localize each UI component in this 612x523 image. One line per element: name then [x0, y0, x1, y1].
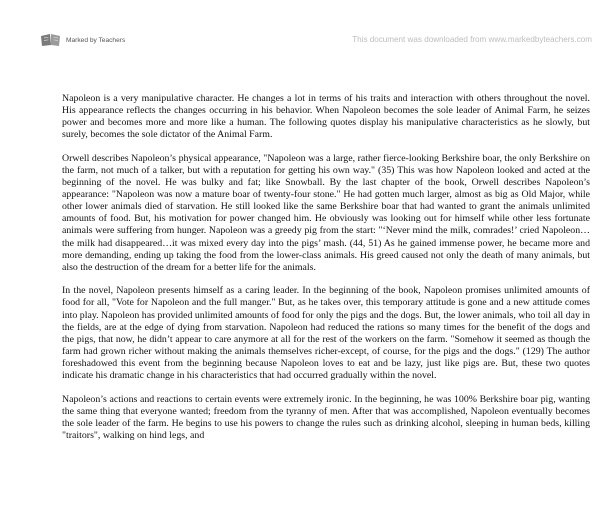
paragraph-intro: Napoleon is a very manipulative character. He changes a lot in terms of his traits and interaction with others throughout the novel. His appearance reflects the changes occurring in his behavior. When Napoleon becomes the sole leader of Animal Farm, he seizes power and becomes more and more like a human. The following quotes display his manipulative characteristics as he slowly, but surely, becomes the sole dictator of the Animal Farm. — [62, 93, 590, 141]
paragraph-appearance: Orwell describes Napoleon’s physical appearance, "Napoleon was a large, rather fierce-looking Berkshire boar, the only Berkshire on the farm, not much of a talker, but with a reputation for getting his own way." (35) This was how Napoleon looked and acted at the beginning of the novel. He was bulky and fat; like Snowball. By the last chapter of the book, Orwell describes Napoleon’s appearance: "Napoleon was now a mature boar of twenty-four stone." He had gotten much larger, almost as big as Old Major, while other lower animals died of starvation. He still looked like the same Berkshire boar that had wanted to grant the animals unlimited amounts of food. But, his motivation for power changed him. He obviously was looking out for himself while other less fortunate animals were suffering from hunger. Napoleon was a greedy pig from the start: "‘Never mind the milk, comrades!’ cried Napoleon…the milk had disappeared…it was mixed every day into the pigs’ mash. (44, 51) As he gained immense power, he became more and more demanding, ending up taking the food from the lower-class animals. His greed caused not only the death of many animals, but also the destruction of the dream for a better life for the animals. — [62, 152, 590, 273]
document-body — [62, 93, 590, 453]
page-header — [0, 0, 612, 62]
paragraph-caring-leader: In the novel, Napoleon presents himself as a caring leader. In the beginning of the book, Napoleon promises unlimited amounts of food for all, "Vote for Napoleon and the full manger." But, as he takes over, this temporary attitude is gone and a new attitude comes into play. Napoleon has provided unlimited amounts of food for only the pigs and the dogs. But, the lower animals, who toil all day in the fields, are at the edge of dying from starvation. Napoleon had reduced the rations so many times for the benefit of the dogs and the pigs, that now, he didn’t appear to care anymore at all for the rest of the workers on the farm. "Somehow it seemed as though the farm had grown richer without making the animals themselves richer-except, of course, for the pigs and the dogs." (129) The author foreshadowed this event from the beginning because Napoleon loves to eat and be lazy, just like pigs are. But, these two quotes indicate his dramatic change in his characteristics that had occurred gradually within the novel. — [62, 285, 590, 381]
paragraph-irony: Napoleon’s actions and reactions to certain events were extremely ironic. In the beginning, he was 100% Berkshire boar pig, wanting the same thing that everyone wanted; freedom from the tyranny of men. After that was accomplished, Napoleon eventually becomes the sole leader of the farm. He begins to use his powers to change the rules such as drinking alcohol, sleeping in human beds, killing "traitors", walking on hind legs, and — [62, 393, 590, 441]
download-note: This document was downloaded from www.markedbyteachers.com — [352, 35, 592, 44]
logo-text: Marked by Teachers — [66, 36, 126, 44]
book-icon — [40, 33, 62, 47]
marked-by-teachers-logo — [40, 33, 125, 47]
